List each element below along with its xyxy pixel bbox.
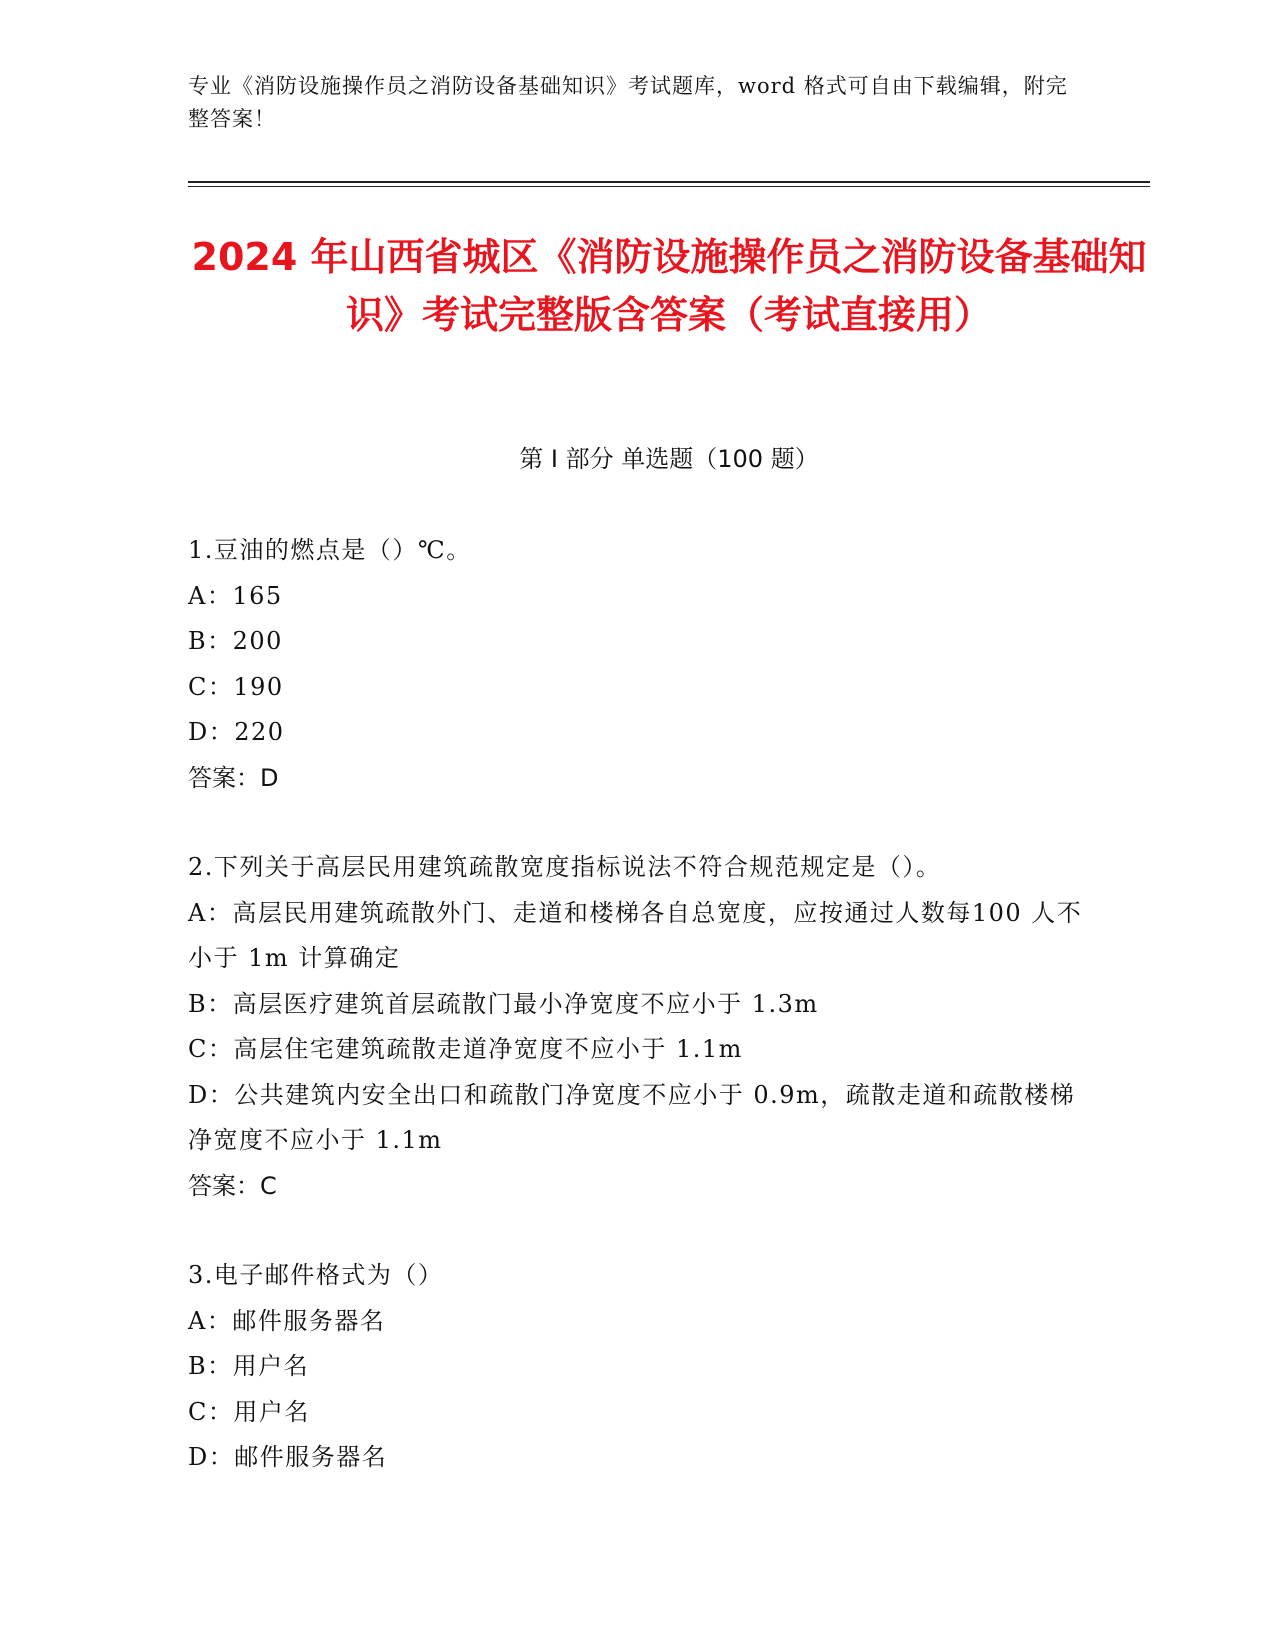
option-b: B：高层医疗建筑首层疏散门最小净宽度不应小于 1.3m	[188, 989, 819, 1018]
question-stem: 1.豆油的燃点是（）℃。	[188, 536, 472, 564]
option-d: D：公共建筑内安全出口和疏散门净宽度不应小于 0.9m，疏散走道和疏散楼梯净宽度不应小于 1.1m	[188, 1080, 1076, 1154]
question-stem: 2.下列关于高层民用建筑疏散宽度指标说法不符合规范规定是（）。	[188, 853, 942, 881]
section-heading: 第 I 部分 单选题（100 题）	[519, 445, 819, 473]
question-2	[188, 845, 1088, 1209]
option-c: C：190	[188, 672, 284, 701]
answer: 答案：C	[188, 1171, 277, 1200]
answer: 答案：D	[188, 763, 279, 792]
option-d: D：邮件服务器名	[188, 1443, 388, 1471]
question-3	[188, 1253, 1088, 1481]
document-title: 2024 年山西省城区《消防设施操作员之消防设备基础知识》考试完整版含答案（考试直接用）	[191, 235, 1147, 337]
option-c: C：用户名	[188, 1397, 310, 1426]
option-a: A：邮件服务器名	[188, 1306, 386, 1335]
option-d: D：220	[188, 718, 285, 746]
header-note: 专业《消防设施操作员之消防设备基础知识》考试题库，word 格式可自由下载编辑，附完整答案！	[188, 74, 1068, 131]
option-c: C：高层住宅建筑疏散走道净宽度不应小于 1.1m	[188, 1035, 743, 1063]
header-divider-thin	[188, 186, 1150, 187]
option-b: B：200	[188, 627, 283, 655]
option-b: B：用户名	[188, 1352, 310, 1380]
option-a: A：165	[188, 581, 283, 610]
question-1	[188, 528, 1088, 801]
option-a: A：高层民用建筑疏散外门、走道和楼梯各自总宽度，应按通过人数每100 人不小于 1m 计算确定	[188, 898, 1083, 972]
header-divider	[188, 181, 1150, 183]
question-stem: 3.电子邮件格式为（）	[188, 1261, 444, 1289]
